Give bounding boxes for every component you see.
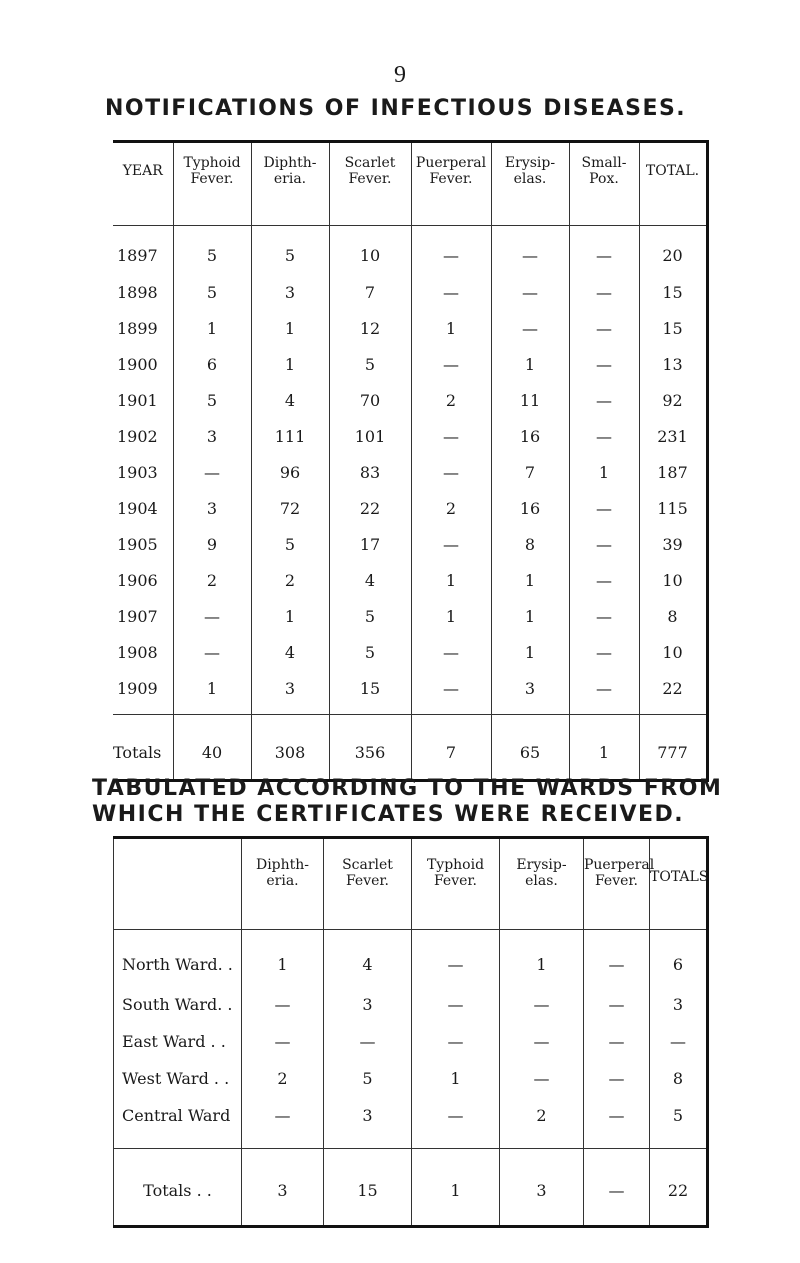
table1-cell: 1 [491, 598, 569, 634]
table1-cell: 1909 [117, 678, 158, 698]
table2-cell: 3 [242, 1149, 324, 1227]
table1-header-erysipelas-line1: Erysip- [504, 155, 556, 171]
table2-header-erysipelas [500, 838, 584, 930]
table1-cell: 15 [639, 274, 707, 310]
table1-cell: 10 [639, 634, 707, 670]
table2-header-typhoid-line2: Fever. [433, 873, 478, 889]
table1-cell: 9 [173, 526, 251, 562]
table2-cell: 3 [650, 986, 708, 1023]
table-row [113, 454, 707, 490]
wards-table [113, 836, 709, 1228]
table-row [113, 490, 707, 526]
table1-cell: 2 [251, 562, 329, 598]
table1-cell: — [411, 634, 491, 670]
notifications-table-header [113, 142, 707, 226]
table1-cell: — [569, 274, 639, 310]
table1-header-total [639, 142, 707, 226]
table1-cell: 1 [411, 562, 491, 598]
table2-cell: 5 [650, 1097, 708, 1149]
table1-cell: — [569, 670, 639, 715]
table1-cell: — [569, 634, 639, 670]
table1-header-smallpox-line1: Small- [581, 155, 627, 171]
table1-cell: — [411, 454, 491, 490]
table2-cell: West Ward . . [122, 1069, 230, 1088]
table1-cell: — [569, 382, 639, 418]
table1-cell: — [173, 598, 251, 634]
table1-cell: 115 [639, 490, 707, 526]
table2-cell: — [650, 1023, 708, 1060]
table1-header-puerperal [411, 142, 491, 226]
wards-table-header [114, 838, 708, 930]
table1-cell: 5 [173, 382, 251, 418]
table1-header-typhoid-line2: Fever. [190, 171, 234, 187]
table-row [113, 598, 707, 634]
table-row [113, 526, 707, 562]
table1-cell: 1902 [117, 426, 158, 446]
table1-cell: 1 [251, 310, 329, 346]
table1-cell: 5 [251, 526, 329, 562]
page-number: 9 [394, 62, 406, 88]
table2-cell: 4 [324, 930, 412, 987]
table1-cell: 1898 [117, 282, 158, 302]
table1-cell: — [569, 418, 639, 454]
table1-cell: 40 [173, 715, 251, 781]
table2-header-erysipelas-line2: elas. [525, 873, 558, 889]
table1-cell: 1 [491, 634, 569, 670]
table2-header-diphtheria-line1: Diphth- [255, 857, 310, 873]
notifications-table [113, 140, 709, 782]
table1-cell: — [569, 310, 639, 346]
table2-cell: — [412, 1023, 500, 1060]
table1-cell: 1906 [117, 570, 158, 590]
table2-header-ward [114, 838, 242, 930]
table1-header-smallpox [569, 142, 639, 226]
table1-cell: 5 [173, 274, 251, 310]
table2-cell: 6 [650, 930, 708, 987]
table1-cell: 83 [329, 454, 411, 490]
table1-header-year-line1: YEAR [122, 163, 163, 179]
table1-cell: — [173, 634, 251, 670]
table2-cell: North Ward. . [122, 954, 233, 974]
table1-cell: 1 [569, 715, 639, 781]
table2-cell: — [584, 1023, 650, 1060]
table1-cell: 231 [639, 418, 707, 454]
table1-cell: 2 [411, 490, 491, 526]
table1-cell: 5 [251, 226, 329, 275]
table1-cell: — [411, 274, 491, 310]
table1-cell: 15 [639, 310, 707, 346]
table2-header-scarlet-line2: Fever. [345, 873, 390, 889]
table-row [113, 634, 707, 670]
table1-cell: 777 [639, 715, 707, 781]
table2-cell: 5 [324, 1060, 412, 1097]
table2-cell: 1 [242, 930, 324, 987]
table1-cell: 17 [329, 526, 411, 562]
totals-row [113, 715, 707, 781]
table1-header-scarlet-line1: Scarlet [344, 155, 396, 171]
table1-header-erysipelas [491, 142, 569, 226]
table1-cell: 1901 [117, 390, 158, 410]
table2-header-puerperal-line1: Puerperal [584, 857, 655, 873]
table1-cell: — [411, 346, 491, 382]
table-row [113, 670, 707, 715]
table2-header-diphtheria-line2: eria. [266, 873, 299, 889]
table2-cell: — [584, 1060, 650, 1097]
table1-cell: Totals [113, 715, 173, 781]
table1-cell: 1 [251, 598, 329, 634]
table1-cell: 5 [329, 346, 411, 382]
table1-cell: 1903 [117, 462, 158, 482]
table2-cell: 2 [500, 1097, 584, 1149]
table1-cell: 1908 [117, 642, 158, 662]
table-row [113, 418, 707, 454]
table2-cell: 3 [500, 1149, 584, 1227]
table1-cell: 20 [639, 226, 707, 275]
table1-cell: 187 [639, 454, 707, 490]
table1-cell: 1905 [117, 534, 158, 554]
section-title-notifications: NOTIFICATIONS OF INFECTIOUS DISEASES. [105, 96, 687, 121]
table2-cell: — [412, 930, 500, 987]
table2-header-puerperal-line2: Fever. [594, 873, 639, 889]
table2-cell: 8 [650, 1060, 708, 1097]
table1-header-diphtheria-line1: Diphth- [263, 155, 317, 171]
table1-cell: 8 [491, 526, 569, 562]
table1-cell: 13 [639, 346, 707, 382]
table2-cell: 22 [650, 1149, 708, 1227]
table1-cell: 16 [491, 418, 569, 454]
table-row [113, 274, 707, 310]
table-row [113, 562, 707, 598]
table2-header-typhoid-line1: Typhoid [426, 857, 485, 873]
table1-header-total-line1: TOTAL. [645, 163, 700, 179]
table2-cell: — [500, 1023, 584, 1060]
table1-cell: 39 [639, 526, 707, 562]
table1-header-year [113, 142, 173, 226]
table1-cell: 3 [251, 670, 329, 715]
table1-cell: 96 [251, 454, 329, 490]
table1-cell: 65 [491, 715, 569, 781]
table2-header-diphtheria [242, 838, 324, 930]
table1-cell: 308 [251, 715, 329, 781]
table1-header-scarlet [329, 142, 411, 226]
table2-cell: Totals . . [114, 1149, 242, 1227]
table1-cell: 2 [173, 562, 251, 598]
table2-cell: 15 [324, 1149, 412, 1227]
section-title-wards-line1: TABULATED ACCORDING TO THE WARDS FROM [92, 776, 723, 801]
table2-cell: — [324, 1023, 412, 1060]
table2-cell: — [242, 1023, 324, 1060]
table1-cell: 2 [411, 382, 491, 418]
table1-cell: — [173, 454, 251, 490]
table1-header-erysipelas-line2: elas. [513, 171, 547, 187]
table1-cell: 356 [329, 715, 411, 781]
table2-cell: — [412, 1097, 500, 1149]
table1-cell: 5 [329, 598, 411, 634]
table1-cell: — [411, 226, 491, 275]
table1-cell: 72 [251, 490, 329, 526]
section-title-wards-line2: WHICH THE CERTIFICATES WERE RECEIVED. [92, 802, 685, 827]
table1-cell: 4 [329, 562, 411, 598]
table-row [113, 310, 707, 346]
table1-cell: 1899 [117, 318, 158, 338]
table1-cell: 1907 [117, 606, 158, 626]
table1-cell: 7 [491, 454, 569, 490]
table1-header-scarlet-line2: Fever. [348, 171, 392, 187]
table1-cell: 5 [329, 634, 411, 670]
table2-header-totals [650, 838, 708, 930]
table2-header-puerperal [584, 838, 655, 930]
table1-cell: 111 [251, 418, 329, 454]
table1-cell: 16 [491, 490, 569, 526]
table2-cell: — [500, 986, 584, 1023]
table-row [114, 930, 708, 987]
table1-cell: 1 [491, 346, 569, 382]
table1-cell: — [491, 274, 569, 310]
table1-cell: — [569, 598, 639, 634]
table1-cell: — [569, 226, 639, 275]
table1-cell: 1 [173, 310, 251, 346]
table1-cell: — [569, 562, 639, 598]
table2-cell: 1 [412, 1149, 500, 1227]
table-row [114, 986, 708, 1023]
table1-cell: 11 [491, 382, 569, 418]
table2-cell: — [242, 986, 324, 1023]
table1-header-puerperal-line1: Puerperal [415, 155, 487, 171]
table1-header-diphtheria [251, 142, 329, 226]
table1-header-smallpox-line2: Pox. [589, 171, 619, 187]
table2-cell: — [412, 986, 500, 1023]
table1-cell: 5 [173, 226, 251, 275]
table2-cell: 3 [324, 986, 412, 1023]
table1-cell: 7 [411, 715, 491, 781]
totals-row [114, 1149, 708, 1227]
table1-cell: 6 [173, 346, 251, 382]
table1-cell: 7 [329, 274, 411, 310]
table1-cell: 4 [251, 382, 329, 418]
table1-cell: 1 [173, 670, 251, 715]
table2-cell: — [584, 986, 650, 1023]
table2-cell: 1 [500, 930, 584, 987]
table1-cell: 70 [329, 382, 411, 418]
table1-cell: 1 [411, 310, 491, 346]
table1-cell: 92 [639, 382, 707, 418]
table1-header-typhoid-line1: Typhoid [183, 155, 241, 171]
table1-cell: — [569, 346, 639, 382]
table2-header-totals-line1: TOTALS [650, 869, 709, 885]
table1-cell: 10 [329, 226, 411, 275]
table1-header-diphtheria-line2: eria. [273, 171, 307, 187]
table1-cell: 15 [329, 670, 411, 715]
table1-cell: 1 [411, 598, 491, 634]
table1-cell: — [411, 670, 491, 715]
table1-cell: 1897 [117, 245, 158, 265]
table1-cell: 1900 [117, 354, 158, 374]
table2-cell: East Ward . . [122, 1032, 226, 1051]
table-row [114, 1023, 708, 1060]
table1-cell: 8 [639, 598, 707, 634]
table1-cell: — [569, 490, 639, 526]
table1-cell: 3 [173, 490, 251, 526]
wards-table-body [114, 930, 708, 1227]
table1-cell: 4 [251, 634, 329, 670]
table2-header-erysipelas-line1: Erysip- [516, 857, 567, 873]
table2-cell: — [584, 1149, 650, 1227]
table1-cell: 12 [329, 310, 411, 346]
table1-cell: 3 [251, 274, 329, 310]
table1-cell: 3 [491, 670, 569, 715]
notifications-table-body [113, 226, 707, 781]
table2-header-typhoid [412, 838, 500, 930]
table2-header-scarlet [324, 838, 412, 930]
table1-header-typhoid [173, 142, 251, 226]
table2-cell: 2 [242, 1060, 324, 1097]
table1-cell: 22 [329, 490, 411, 526]
table2-cell: South Ward. . [122, 995, 233, 1014]
table1-cell: 1 [569, 454, 639, 490]
table2-cell: — [584, 930, 650, 987]
table1-cell: — [569, 526, 639, 562]
table2-cell: Central Ward [122, 1106, 231, 1125]
table-row [113, 382, 707, 418]
table-row [114, 1060, 708, 1097]
table2-cell: — [500, 1060, 584, 1097]
table-row [114, 1097, 708, 1149]
table2-cell: — [242, 1097, 324, 1149]
table2-header-scarlet-line1: Scarlet [342, 857, 393, 873]
table-row [113, 226, 707, 275]
table1-cell: — [411, 418, 491, 454]
table1-cell: 22 [639, 670, 707, 715]
table1-cell: 10 [639, 562, 707, 598]
table1-cell: — [411, 526, 491, 562]
table2-cell: 3 [324, 1097, 412, 1149]
table1-cell: 1904 [117, 498, 158, 518]
table1-cell: 101 [329, 418, 411, 454]
table2-cell: — [584, 1097, 650, 1149]
table-row [113, 346, 707, 382]
table1-header-puerperal-line2: Fever. [429, 171, 473, 187]
table1-cell: — [491, 226, 569, 275]
table2-cell: 1 [412, 1060, 500, 1097]
table1-cell: 1 [491, 562, 569, 598]
table1-cell: 3 [173, 418, 251, 454]
table1-cell: 1 [251, 346, 329, 382]
table1-cell: — [491, 310, 569, 346]
